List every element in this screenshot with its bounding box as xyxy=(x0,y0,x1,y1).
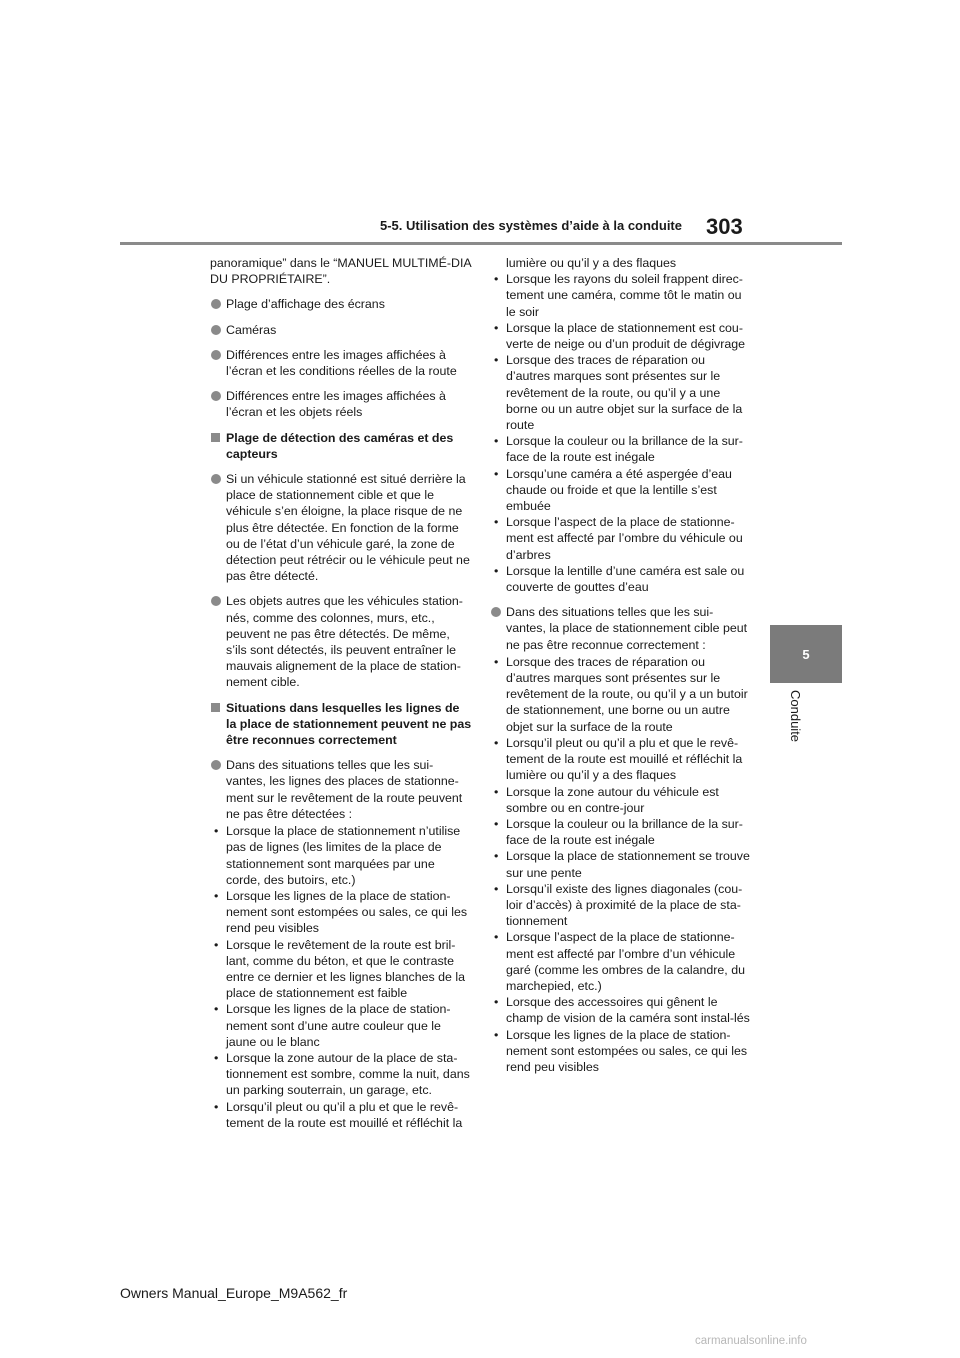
continued-text: lumière ou qu’il y a des flaques xyxy=(506,256,677,270)
list-item xyxy=(210,757,472,1131)
sub-list xyxy=(490,271,752,595)
sub-list xyxy=(490,654,752,1075)
sub-list-item: • Lorsque la place de stationnement n’utilise pas de lignes (les limites de la place de stationnement sont marquées par une corde, des butoirs, etc.) xyxy=(214,824,461,887)
watermark: carmanualsonline.info xyxy=(695,1335,807,1347)
bullet-icon xyxy=(211,760,221,770)
list-item-text: Les objets autres que les véhicules station-nés, comme des colonnes, murs, etc., peuvent ne pas être détectés. De même, s’ils sont détectés, ils peuvent entraîner le mauvais alignement de la place de station-nement cible. xyxy=(226,594,463,690)
bullet-icon xyxy=(211,391,221,401)
dot-icon: • xyxy=(214,824,219,839)
sub-list-item: • Lorsque la lentille d’une caméra est sale ou couverte de gouttes d’eau xyxy=(494,563,745,595)
intro-paragraph: panoramique” dans le “MANUEL MULTIMÉ-DIA DU PROPRIÉTAIRE”. xyxy=(210,256,471,287)
sub-list-item: • Lorsque le revêtement de la route est bril-lant, comme du béton, et que le contraste entre ce dernier et les lignes blanches de la place de stationnement est faible xyxy=(214,937,466,1001)
dot-icon: • xyxy=(494,995,499,1010)
dot-icon: • xyxy=(494,784,499,799)
sub-list-item: • Lorsque la zone autour du véhicule est sombre ou en contre-jour xyxy=(494,784,719,815)
manual-identifier: Owners Manual_Europe_M9A562_fr xyxy=(120,1285,348,1301)
bullet-icon xyxy=(211,325,221,335)
dot-icon: • xyxy=(494,515,499,530)
bullet-icon xyxy=(491,607,501,617)
sub-list-item: • Lorsque les lignes de la place de station-nement sont d’une autre couleur que le jaune ou le blanc xyxy=(214,1002,451,1049)
sub-list-item: • Lorsque les rayons du soleil frappent direc-tement une caméra, comme tôt le matin ou le soir xyxy=(494,272,743,319)
chapter-number: 5 xyxy=(802,646,810,662)
sub-list-item: • Lorsqu’une caméra a été aspergée d’eau chaude ou froide et que la lentille s’est embuée xyxy=(494,466,732,514)
sub-list-item: • Lorsqu’il pleut ou qu’il a plu et que le revê-tement de la route est mouillé et réfléchit la xyxy=(214,1099,463,1130)
chapter-tab[interactable] xyxy=(770,625,842,683)
dot-icon: • xyxy=(494,466,499,481)
dot-icon: • xyxy=(494,654,499,669)
dot-icon: • xyxy=(494,434,499,449)
list-item-text: Dans des situations telles que les sui-vantes, les lignes des places de stationne-ment sur le revêtement de la route peuvent ne pas être détectées : xyxy=(226,758,463,821)
sub-list-item: • Lorsque la couleur ou la brillance de la sur-face de la route est inégale xyxy=(494,434,743,465)
sub-list-item: • Lorsque l’aspect de la place de stationne-ment est affecté par l’ombre d’un véhicule garé (comme les ombres de la calandre, du marchepied, etc.) xyxy=(494,930,745,993)
list-item-text: Plage d’affichage des écrans xyxy=(226,297,385,312)
dot-icon: • xyxy=(494,1027,499,1042)
square-bullet-icon xyxy=(211,703,220,712)
sub-list-item: • Lorsque la couleur ou la brillance de la sur-face de la route est inégale xyxy=(494,816,743,848)
sub-list-item: • Lorsque la place de stationnement est cou-verte de neige ou d’un produit de dégivrage xyxy=(494,320,746,352)
dot-icon: • xyxy=(214,888,219,903)
dot-icon: • xyxy=(214,1050,219,1065)
list-item xyxy=(210,471,472,584)
sub-list-item: • Lorsqu’il existe des lignes diagonales (cou-loir d’accès) à proximité de la place de sta-tionnement xyxy=(494,881,743,929)
dot-icon: • xyxy=(494,272,499,287)
dot-icon: • xyxy=(214,1002,219,1017)
list-item xyxy=(490,604,752,1075)
bullet-icon xyxy=(211,299,221,309)
bullet-icon xyxy=(211,350,221,360)
dot-icon: • xyxy=(494,816,499,831)
list-item xyxy=(210,388,472,420)
dot-icon: • xyxy=(494,353,499,368)
sub-list-item: • Lorsque la place de stationnement se trouve sur une pente xyxy=(494,849,750,880)
dot-icon: • xyxy=(494,320,499,335)
bullet-icon xyxy=(211,596,221,606)
list-item-text: Caméras xyxy=(226,322,277,337)
list-item xyxy=(210,322,472,338)
square-bullet-icon xyxy=(211,433,220,442)
sub-list-item: • Lorsque des traces de réparation ou d’autres marques sont présentes sur le revêtement de la route, ou qu’il y a un butoir de stationnement, une borne ou un autre objet sur la surface de la route xyxy=(494,654,748,734)
chapter-label: Conduite xyxy=(788,690,803,743)
list-item-text: Différences entre les images affichées à l’écran et les conditions réelles de la route xyxy=(226,347,457,379)
list-item-text: Si un véhicule stationné est situé derrière la place de stationnement cible et que le véhicule s’en éloigne, la place risque de ne plus être détectée. En fonction de la forme ou de l’état d’un véhicule garé, la zone de détection peut rétrécir ou le véhicule peut ne pas être détecté. xyxy=(226,472,470,584)
sub-list-item: • Lorsque les lignes de la place de station-nement sont estompées ou sales, ce qui les rend peu visibles xyxy=(214,888,468,936)
heading-text: Situations dans lesquelles les lignes de la place de stationnement peuvent ne pas être reconnues correctement xyxy=(226,700,472,748)
sub-list-item: • Lorsqu’il pleut ou qu’il a plu et que le revê-tement de la route est mouillé et réfléchit la lumière ou qu’il y a des flaques xyxy=(494,735,743,783)
sub-list-item: • Lorsque des traces de réparation ou d’autres marques sont présentes sur le revêtement de la route, ou qu’il y a une borne ou un autre objet sur la surface de la route xyxy=(494,353,743,433)
section-heading xyxy=(210,700,472,749)
list-item-text: Différences entre les images affichées à l’écran et les objets réels xyxy=(226,389,446,420)
list-item xyxy=(210,296,472,312)
sub-list-item: • Lorsque des accessoires qui gênent le champ de vision de la caméra sont instal-lés xyxy=(494,995,750,1026)
page-number: 303 xyxy=(706,214,743,239)
dot-icon: • xyxy=(214,1099,219,1114)
dot-icon: • xyxy=(494,849,499,864)
header-divider xyxy=(120,242,842,245)
dot-icon: • xyxy=(494,930,499,945)
list-item xyxy=(210,347,472,379)
dot-icon: • xyxy=(494,881,499,896)
sub-list-item: • Lorsque la zone autour de la place de sta-tionnement est sombre, comme la nuit, dans un parking souterrain, un garage, etc. xyxy=(214,1050,470,1098)
sub-list xyxy=(210,823,472,1131)
section-title: 5-5. Utilisation des systèmes d’aide à la conduite xyxy=(380,218,682,233)
bullet-icon xyxy=(211,474,221,484)
list-item xyxy=(210,593,472,690)
section-heading xyxy=(210,430,472,462)
sub-list-item: • Lorsque l’aspect de la place de stationne-ment est affecté par l’ombre du véhicule ou d’arbres xyxy=(494,515,743,562)
dot-icon: • xyxy=(494,735,499,750)
sub-list-item: • Lorsque les lignes de la place de station-nement sont estompées ou sales, ce qui les rend peu visibles xyxy=(494,1027,748,1074)
dot-icon: • xyxy=(494,563,499,578)
dot-icon: • xyxy=(214,937,219,952)
list-item-text: Dans des situations telles que les sui-vantes, la place de stationnement cible peut ne pas être reconnue correctement : xyxy=(506,605,748,652)
heading-text: Plage de détection des caméras et des capteurs xyxy=(226,430,454,461)
left-column xyxy=(210,255,472,1140)
right-column xyxy=(490,255,752,1084)
